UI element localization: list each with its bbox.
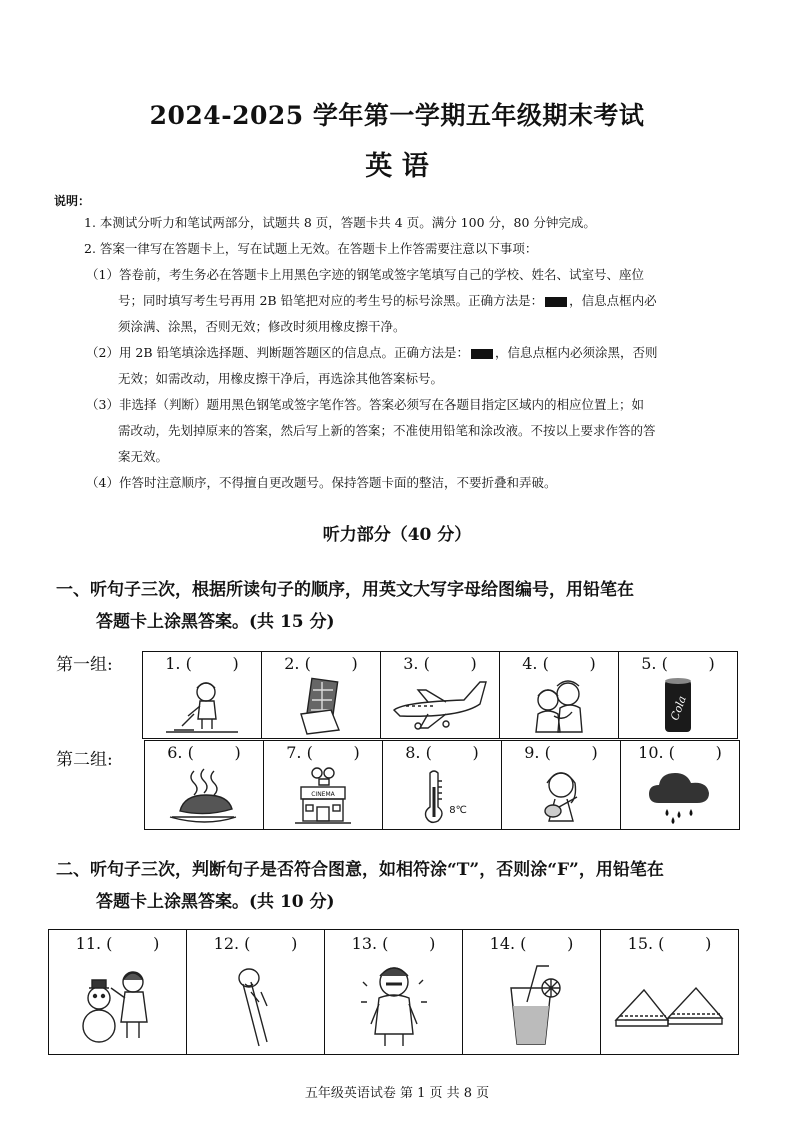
- answer-blank-9[interactable]: 9. ( ): [524, 743, 598, 762]
- instruction-sub-2a-text1: （2）用 2B 铅笔填涂选择题、判断题答题区的信息点。正确方法是：: [86, 345, 470, 360]
- picture-cell-4: [500, 652, 619, 739]
- instruction-sub-1c: 须涂满、涂黑，否则无效；修改时须用橡皮擦干净。: [118, 319, 406, 334]
- exam-title: 2024-2025 学年第一学期五年级期末考试: [149, 101, 645, 130]
- snowman-children-icon: [73, 962, 163, 1050]
- cinema-sign: CINEMA: [311, 791, 335, 798]
- instruction-sub-2a: [60, 340, 750, 366]
- temperature-label: 8℃: [449, 805, 467, 816]
- instruction-sub-3a: （3）非选择（判断）题用黑色钢笔或签字笔作答。答案必须写在各题目指定区域内的相应位置上；如: [86, 397, 644, 412]
- thermometer-icon: [412, 767, 472, 827]
- picture-cell-13: [325, 930, 463, 1055]
- chocolate-bar-icon: [291, 674, 351, 736]
- instruction-sub-2b: 无效；如需改动，用橡皮擦干净后，再选涂其他答案标号。: [118, 371, 444, 386]
- cold-person-icon: [349, 962, 439, 1050]
- listening-section-title: 听力部分（40 分）: [322, 525, 472, 545]
- sandwich-icon: [610, 970, 730, 1040]
- answer-blank-14[interactable]: 14. ( ): [489, 934, 574, 953]
- rain-cloud-icon: [645, 769, 715, 825]
- picture-cell-1: [143, 652, 262, 739]
- filled-mark-example: [471, 349, 493, 359]
- subject-title: 英 语: [365, 151, 429, 182]
- question-1-prompt: [56, 574, 756, 638]
- instruction-item-1: 1. 本测试分听力和笔试两部分，试题共 8 页，答题卡共 4 页。满分 100 分，80 分钟完成。: [84, 215, 596, 230]
- picture-cell-9: [502, 741, 621, 830]
- instructions: [54, 192, 750, 496]
- picture-cell-8: [383, 741, 502, 830]
- picture-cell-12: [187, 930, 325, 1055]
- answer-blank-1[interactable]: 1. ( ): [165, 654, 239, 673]
- answer-blank-2[interactable]: 2. ( ): [284, 654, 358, 673]
- answer-blank-8[interactable]: 8. ( ): [405, 743, 479, 762]
- group-1-picture-table: [142, 651, 738, 739]
- question-1-line2: 答题卡上涂黑答案。(共 15 分): [96, 612, 335, 632]
- picture-cell-5: [619, 652, 738, 739]
- group-1-label: 第一组:: [56, 655, 113, 675]
- instruction-sub-4: （4）作答时注意顺序，不得擅自更改题号。保持答题卡面的整洁，不要折叠和弄破。: [86, 475, 557, 490]
- group-2-picture-table: [144, 740, 740, 830]
- instruction-sub-1a: （1）答卷前，考生务必在答题卡上用黑色字迹的钢笔或签字笔填写自己的学校、姓名、试室号、座位: [86, 267, 644, 282]
- instructions-heading: 说明：: [54, 194, 91, 208]
- cinema-icon: [291, 765, 355, 827]
- answer-blank-15[interactable]: 15. ( ): [627, 934, 712, 953]
- instruction-sub-3b: 需改动，先划掉原来的答案，然后写上新的答案；不准使用铅笔和涂改液。不按以上要求作答的答: [118, 423, 656, 438]
- answer-blank-12[interactable]: 12. ( ): [213, 934, 298, 953]
- chopsticks-icon: [221, 962, 291, 1050]
- question-1-line1: 一、听句子三次，根据所读句子的顺序，用英文大写字母给图编号，用铅笔在: [56, 580, 634, 600]
- answer-blank-11[interactable]: 11. ( ): [75, 934, 160, 953]
- filled-mark-example: [545, 297, 567, 307]
- page-footer: 五年级英语试卷 第 1 页 共 8 页: [304, 1086, 490, 1101]
- instruction-sub-2a-text2: ，信息点框内必须涂黑，否则: [495, 345, 658, 360]
- picture-cell-2: [262, 652, 381, 739]
- picture-cell-11: [49, 930, 187, 1055]
- girl-playing-guitar-icon: [531, 765, 591, 827]
- answer-blank-5[interactable]: 5. ( ): [641, 654, 715, 673]
- hugging-children-icon: [524, 674, 594, 736]
- cola-can-label: Cola: [668, 694, 689, 723]
- instruction-item-2: 2. 答案一律写在答题卡上，写在试题上无效。在答题卡上作答需要注意以下事项：: [84, 241, 538, 256]
- question-2-picture-table: [48, 929, 739, 1055]
- picture-cell-7: [264, 741, 383, 830]
- answer-blank-3[interactable]: 3. ( ): [403, 654, 477, 673]
- instruction-sub-3c: 案无效。: [118, 449, 169, 464]
- picture-cell-10: [621, 741, 740, 830]
- cola-can-icon: [653, 674, 703, 736]
- instruction-sub-1b: [60, 288, 750, 314]
- question-2-line1: 二、听句子三次，判断句子是否符合图意，如相符涂“T”，否则涂“F”，用铅笔在: [56, 860, 664, 880]
- picture-cell-3: [381, 652, 500, 739]
- answer-blank-7[interactable]: 7. ( ): [286, 743, 360, 762]
- airplane-icon: [388, 676, 492, 734]
- question-2-line2: 答题卡上涂黑答案。(共 10 分): [96, 892, 335, 912]
- answer-blank-4[interactable]: 4. ( ): [522, 654, 596, 673]
- juice-glass-icon: [497, 962, 567, 1050]
- group-2-label: 第二组:: [56, 750, 113, 770]
- instruction-sub-1b-text2: ，信息点框内必: [569, 293, 657, 308]
- picture-cell-14: [463, 930, 601, 1055]
- instruction-sub-1b-text1: 号；同时填写考生号再用 2B 铅笔把对应的考生号的标号涂黑。正确方法是：: [118, 293, 544, 308]
- question-2-prompt: [56, 854, 756, 918]
- picture-cell-6: [145, 741, 264, 830]
- answer-blank-10[interactable]: 10. ( ): [638, 743, 722, 762]
- answer-blank-6[interactable]: 6. ( ): [167, 743, 241, 762]
- answer-blank-13[interactable]: 13. ( ): [351, 934, 436, 953]
- sweeping-boy-icon: [162, 674, 242, 736]
- roast-chicken-icon: [164, 767, 244, 827]
- picture-cell-15: [601, 930, 739, 1055]
